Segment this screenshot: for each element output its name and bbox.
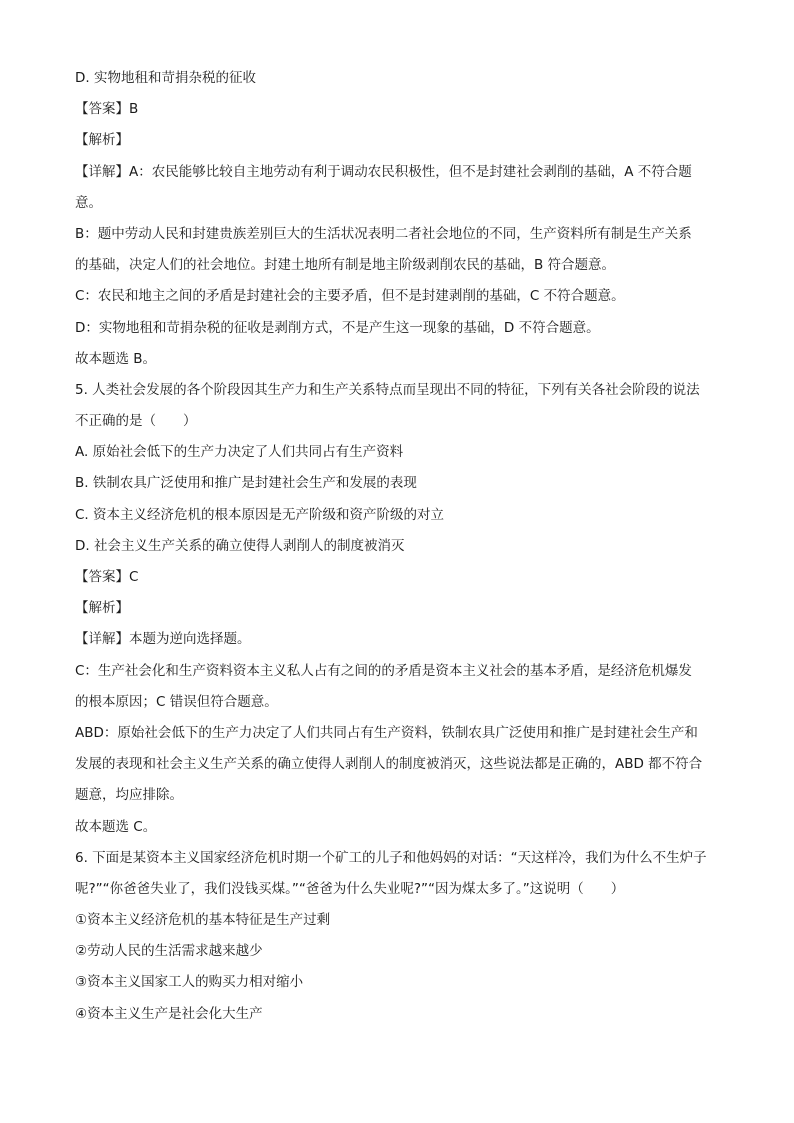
- conclusion-line: 故本题选 C。: [75, 818, 157, 835]
- analysis-label-q5: 【解析】: [75, 600, 129, 617]
- explanation-line: C：农民和地主之间的矛盾是封建社会的主要矛盾，但不是封建剥削的基础，C 不符合题意。: [75, 288, 625, 305]
- explanation-line: ABD：原始社会低下的生产力决定了人们共同占有生产资料，铁制农具广泛使用和推广是封建社会生产和: [75, 724, 698, 741]
- question-6-stem: 6. 下面是某资本主义国家经济危机时期一个矿工的儿子和他妈妈的对话：“天这样冷，我们为什么不生炉子: [75, 849, 707, 866]
- explanation-line: 【详解】A：农民能够比较自主地劳动有利于调动农民积极性，但不是封建社会剥削的基础，A 不符合题: [75, 163, 692, 180]
- explanation-line: 【详解】本题为逆向选择题。: [75, 631, 251, 648]
- answer-label-q4: 【答案】B: [75, 101, 139, 118]
- conclusion-line: 故本题选 B。: [75, 350, 157, 367]
- answer-label-q5: 【答案】C: [75, 569, 139, 585]
- question-5-option-d: D. 社会主义生产关系的确立使得人剥削人的制度被消灭: [75, 537, 405, 554]
- question-5-option-b: B. 铁制农具广泛使用和推广是封建社会生产和发展的表现: [75, 475, 417, 492]
- explanation-line: B：题中劳动人民和封建贵族差别巨大的生活状况表明二者社会地位的不同，生产资料所有制是生产关系: [75, 225, 692, 242]
- question-6-stem: 呢?”“你爸爸失业了，我们没钱买煤。”“爸爸为什么失业呢?”“因为煤太多了。”这说明（ ）: [75, 880, 625, 897]
- question-5-stem: 不正确的是（ ）: [75, 413, 197, 430]
- question-6-statement-1: ①资本主义经济危机的基本特征是生产过剩: [75, 912, 331, 929]
- question-5-option-c: C. 资本主义经济危机的根本原因是无产阶级和资产阶级的对立: [75, 506, 445, 523]
- analysis-label-q4: 【解析】: [75, 132, 129, 149]
- question-5-option-a: A. 原始社会低下的生产力决定了人们共同占有生产资料: [75, 444, 404, 461]
- explanation-line: 的基础，决定人们的社会地位。封建土地所有制是地主阶级剥削农民的基础，B 符合题意。: [75, 257, 616, 274]
- explanation-line: 意。: [75, 194, 102, 211]
- question-6-statement-3: ③资本主义国家工人的购买力相对缩小: [75, 974, 304, 991]
- explanation-line: C：生产社会化和生产资料资本主义私人占有之间的的矛盾是资本主义社会的基本矛盾，是经济危机爆发: [75, 662, 692, 679]
- explanation-line: 题意，均应排除。: [75, 787, 183, 804]
- explanation-line: 发展的表现和社会主义生产关系的确立使得人剥削人的制度被消灭，这些说法都是正确的，ABD 都不符合: [75, 756, 703, 773]
- explanation-line: 的根本原因；C 错误但符合题意。: [75, 693, 278, 710]
- question-6-statement-2: ②劳动人民的生活需求越来越少: [75, 943, 263, 960]
- option-d-q4: D. 实物地租和苛捐杂税的征收: [75, 70, 256, 86]
- question-5-stem: 5. 人类社会发展的各个阶段因其生产力和生产关系特点而呈现出不同的特征，下列有关各社会阶段的说法: [75, 381, 700, 398]
- explanation-line: D：实物地租和苛捐杂税的征收是剥削方式，不是产生这一现象的基础，D 不符合题意。: [75, 319, 600, 336]
- question-6-statement-4: ④资本主义生产是社会化大生产: [75, 1005, 263, 1022]
